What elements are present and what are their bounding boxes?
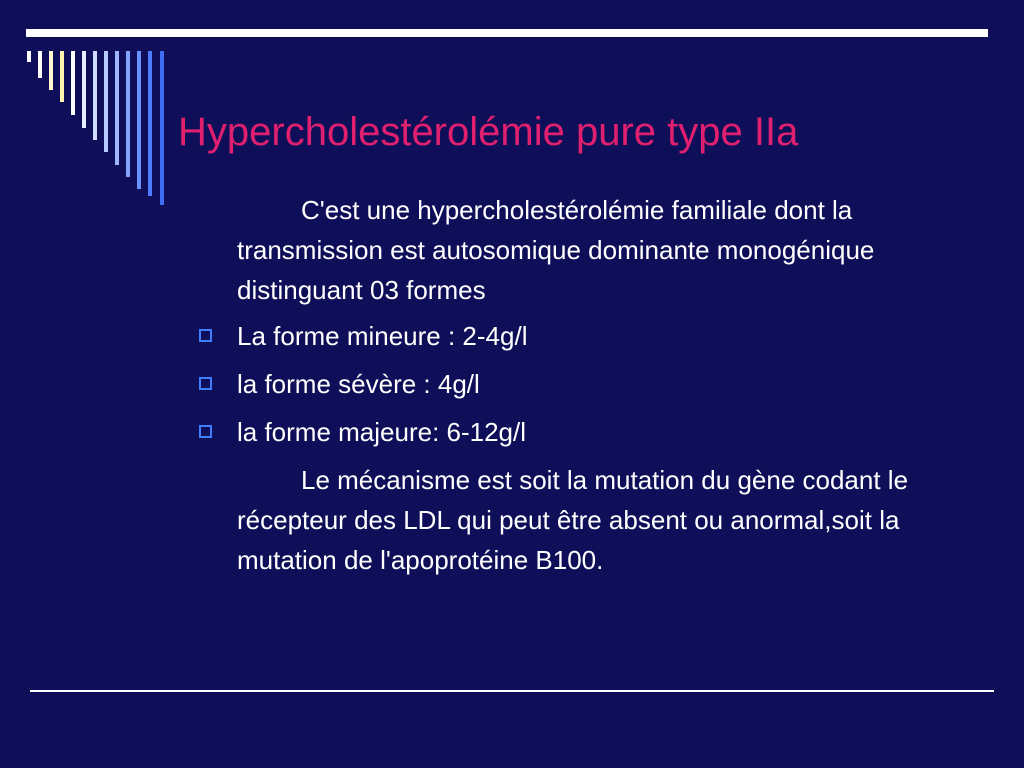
bullet-text: la forme majeure: 6-12g/l — [237, 417, 527, 447]
decorative-stripe — [137, 51, 141, 189]
bullet-item — [196, 364, 976, 404]
decorative-stripe — [60, 51, 64, 102]
square-bullet-icon — [199, 377, 212, 390]
top-rule — [26, 29, 988, 37]
decorative-stripe — [126, 51, 130, 177]
decorative-stripe — [104, 51, 108, 152]
intro-text: C'est une hypercholestérolémie familiale dont la transmission est autosomique dominante monogénique distinguant 03 formes — [237, 195, 875, 305]
decorative-stripe — [71, 51, 75, 115]
decorative-stripe — [38, 51, 42, 78]
intro-paragraph — [196, 190, 976, 310]
decorative-stripe — [82, 51, 86, 128]
decorative-stripe — [27, 51, 31, 62]
decorative-stripe — [148, 51, 152, 196]
bullet-item — [196, 412, 976, 452]
bottom-rule — [30, 690, 994, 692]
decorative-stripe — [49, 51, 53, 90]
decorative-stripe — [160, 51, 164, 205]
bullet-text: la forme sévère : 4g/l — [237, 369, 480, 399]
bullet-item — [196, 316, 976, 356]
square-bullet-icon — [199, 425, 212, 438]
slide-body — [196, 190, 976, 586]
slide-title: Hypercholestérolémie pure type IIa — [178, 110, 799, 154]
square-bullet-icon — [199, 329, 212, 342]
mechanism-paragraph — [196, 460, 976, 580]
mechanism-text: Le mécanisme est soit la mutation du gène codant le récepteur des LDL qui peut être absent ou anormal,soit la mutation de l'apoprotéine B100. — [237, 465, 909, 575]
bullet-text: La forme mineure : 2-4g/l — [237, 321, 528, 351]
decorative-stripe — [115, 51, 119, 165]
decorative-stripe — [93, 51, 97, 140]
